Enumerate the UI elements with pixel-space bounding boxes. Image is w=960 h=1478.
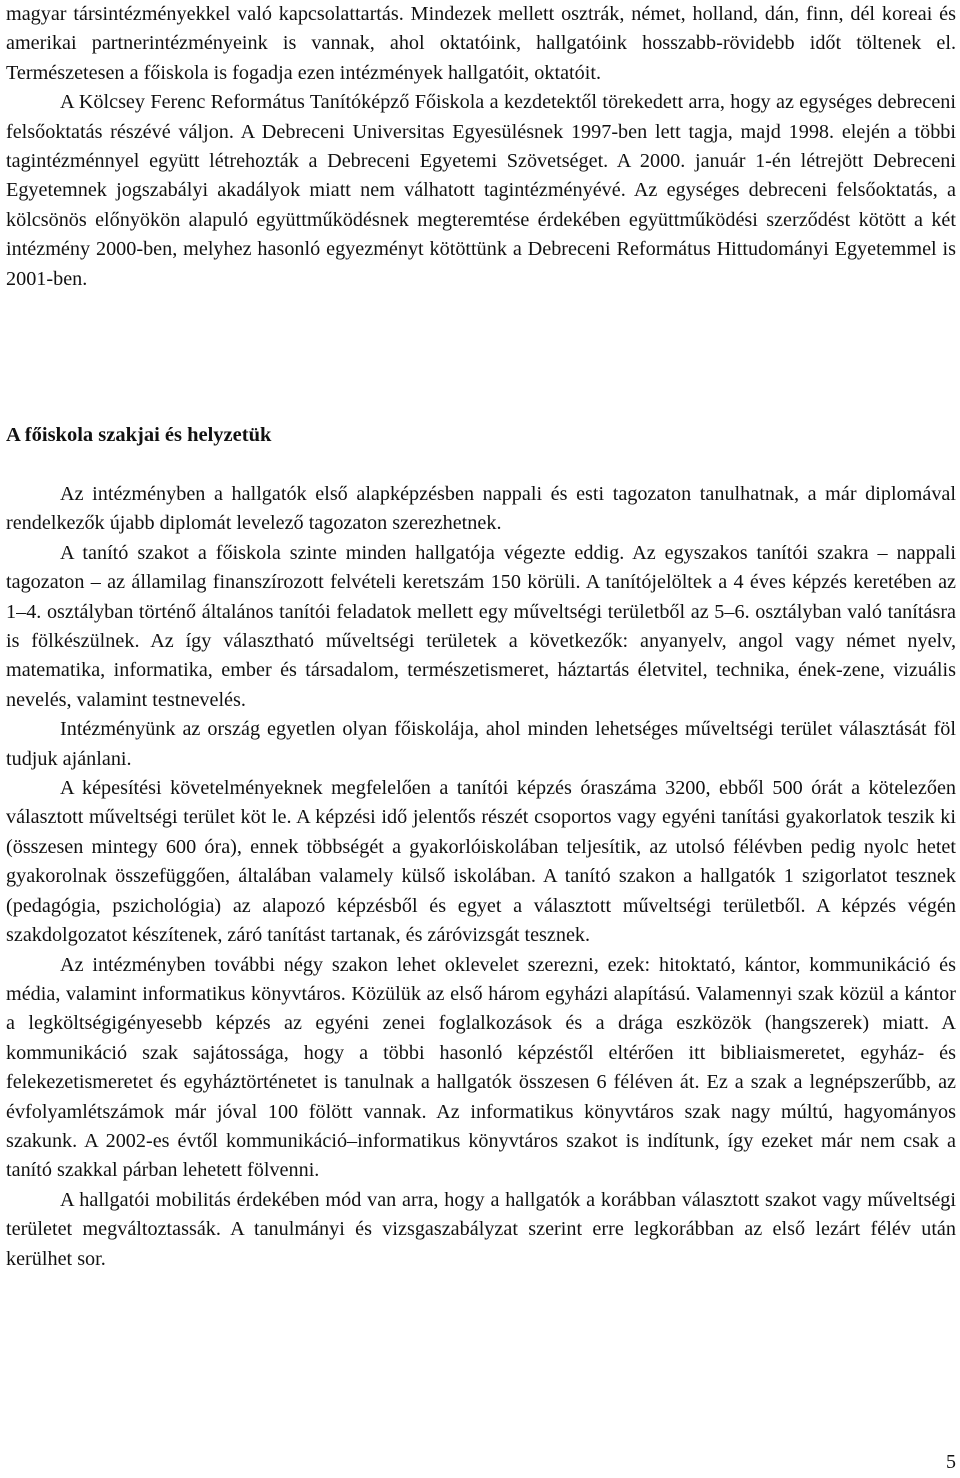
section-body xyxy=(6,480,956,1274)
section-paragraph-5: Az intézményben további négy szakon lehet oklevelet szerezni, ezek: hitoktató, kántor, kommunikáció és média, valamint informatikus könyvtáros. Közülük az első három egyházi alapítású. Valamennyi szak közül a kántor a legköltségigényesebb képzés az egyéni zenei foglalkozások és a drága eszközök (hangszerek) miatt. A kommunikáció szak sajátossága, hogy a többi hasonló képzéstől eltérően itt bibliaismeretet, egyház- és felekezetismeretet és egyháztörténetet is tanulnak a hallgatók összesen 6 féléven át. Ez a szak a legnépszerűbb, az évfolyamlétszámok már jóval 100 fölött vannak. Az informatikus könyvtáros szak nagy múltú, hagyományos szakunk. A 2002-es évtől kommunikáció–informatikus könyvtáros szakot is indítunk, így ezeket már nem csak a tanító szakkal párban lehetett fölvenni. xyxy=(6,953,956,1182)
section-paragraph-3: Intézményünk az ország egyetlen olyan főiskolája, ahol minden lehetséges műveltségi terület választását föl tudjuk ajánlani. xyxy=(6,718,956,770)
section-paragraph-6: A hallgatói mobilitás érdekében mód van arra, hogy a hallgatók a korábban választott szakot vagy műveltségi területet megváltoztassák. A tanulmányi és vizsgaszabályzat szerint erre legkorábban az első lezárt félév után kerülhet sor. xyxy=(6,1188,956,1270)
page-number: 5 xyxy=(946,1451,956,1473)
document-page xyxy=(6,0,956,1270)
section-paragraph-1: Az intézményben a hallgatók első alapképzésben nappali és esti tagozaton tanulhatnak, a már diplomával rendelkezők újabb diplomát levelező tagozaton szerezhetnek. xyxy=(6,483,956,535)
intro-text xyxy=(6,0,956,294)
section-heading: A főiskola szakjai és helyzetük xyxy=(6,424,272,446)
section-paragraph-2: A tanító szakot a főiskola szinte minden hallgatója végezte eddig. Az egyszakos tanítói szakra – nappali tagozaton – az államilag finanszírozott felvételi keretszám 150 körüli. A tanítójelöltek a 4 éves képzés keretében az 1–4. osztályban történő általános tanítói feladatok mellett egy műveltségi területből az 5–6. osztályban való tanításra is fölkészülnek. Az így választható műveltségi területek a következők: anyanyelv, angol vagy német nyelv, matematika, informatika, ember és társadalom, természetismeret, háztartás életvitel, technika, ének-zene, vizuális nevelés, valamint testnevelés. xyxy=(6,541,956,711)
section-paragraph-4: A képesítési követelményeknek megfelelően a tanítói képzés óraszáma 3200, ebből 500 órát a kötelezően választott műveltségi terület köt le. A képzési idő jelentős részét csoportos vagy egyéni tanítási gyakorlatok teszik ki (összesen mintegy 600 óra), ennek többségét a gyakorlóiskolában teljesítik, az utolsó félévben pedig nyolc hetet gyakorolnak összefüggően, általában valamely külső iskolában. A tanító szakon a hallgatók 1 szigorlatot tesznek (pedagógia, pszichológia) az alapozó képzésből és egyet a választott műveltségi területből. A képzés végén szakdolgozatot készítenek, záró tanítást tartanak, és záróvizsgát tesznek. xyxy=(6,777,956,947)
intro-paragraph-1: magyar társintézményekkel való kapcsolattartás. Mindezek mellett osztrák, német, holland, dán, finn, dél koreai és amerikai partnerintézményeink is vannak, ahol oktatóink, hallgatóink hosszabb-rövidebb időt töltenek el. Természetesen a főiskola is fogadja ezen intézmények hallgatóit, oktatóit. xyxy=(6,3,956,84)
intro-paragraph-2: A Kölcsey Ferenc Református Tanítóképző Főiskola a kezdetektől törekedett arra, hogy az egységes debreceni felsőoktatás részévé váljon. A Debreceni Universitas Egyesülésnek 1997-ben lett tagja, majd 1998. elején a többi tagintézménnyel együtt létrehozták a Debreceni Egyetemi Szövetséget. A 2000. január 1-én létrejött Debreceni Egyetemnek jogszabályi akadályok miatt nem válhatott tagintézményévé. Az egységes debreceni felsőoktatás, a kölcsönös előnyökön alapuló együttműködésnek megteremtése érdekében együttműködési szerződést kötött a két intézmény 2000-ben, melyhez hasonló egyezményt kötöttünk a Debreceni Református Hittudományi Egyetemmel is 2001-ben. xyxy=(6,91,956,290)
